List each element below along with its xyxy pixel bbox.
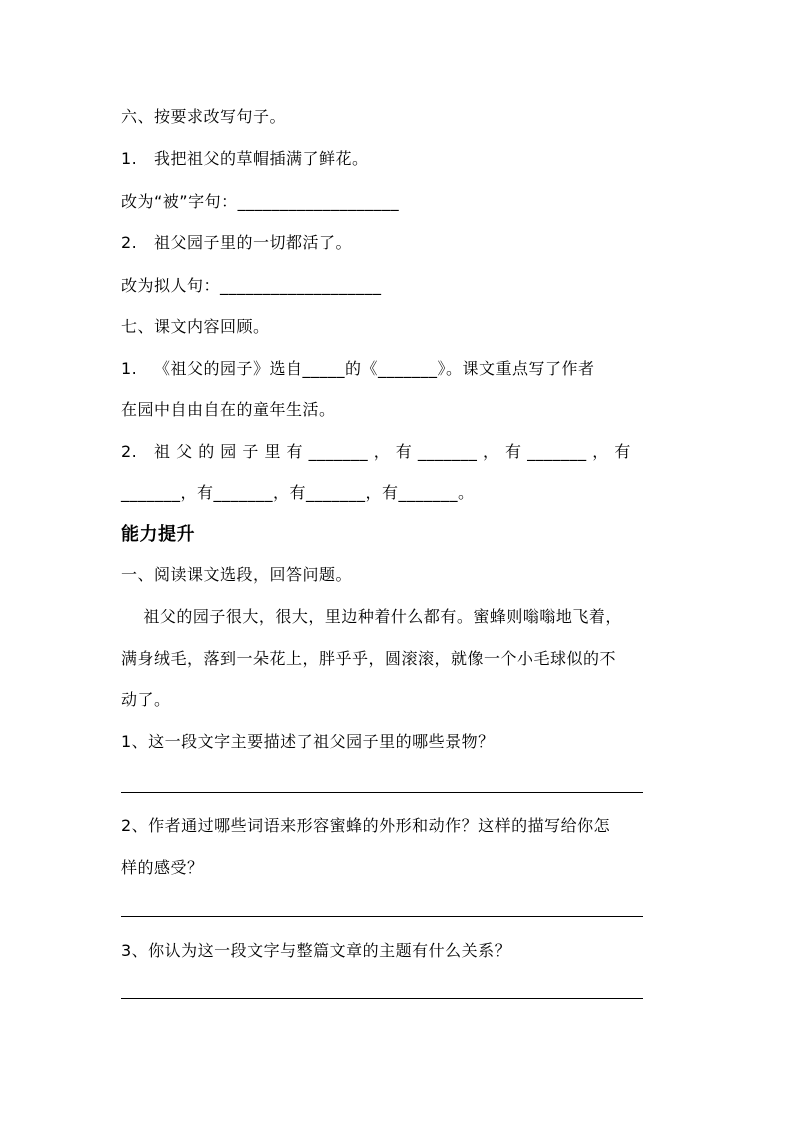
- section6-question-2: 2. 祖父园子里的一切都活了。: [121, 233, 353, 252]
- section7-question-1-line-1: 1. 《祖父的园子》选自_____的《_______》。课文重点写了作者: [121, 359, 595, 378]
- ability-heading: 能力提升: [121, 524, 195, 545]
- section6-title: 六、按要求改写句子。: [121, 107, 287, 126]
- passage-line-2: 满身绒毛，落到一朵花上，胖乎乎，圆滚滚，就像一个小毛球似的不: [121, 649, 617, 668]
- section7-question-2-line-2: _______，有_______，有_______，有_______。: [121, 483, 475, 502]
- reading-question-2-line-2: 样的感受？: [121, 858, 204, 877]
- passage-line-1: 祖父的园子很大，很大，里边种着什么都有。蜜蜂则嗡嗡地飞着，: [121, 607, 622, 626]
- section7-question-1-line-2: 在园中自由自在的童年生活。: [121, 400, 336, 419]
- answer-line-3[interactable]: [121, 998, 643, 999]
- section6-question-1: 1. 我把祖父的草帽插满了鲜花。: [121, 149, 369, 168]
- section6-question-1-instruction: 改为“被”字句：___________________: [121, 192, 400, 211]
- reading-question-1: 1、这一段文字主要描述了祖父园子里的哪些景物？: [121, 732, 495, 751]
- reading-part-title: 一、阅读课文选段，回答问题。: [121, 565, 353, 584]
- reading-question-2-line-1: 2、作者通过哪些词语来形容蜜蜂的外形和动作？这样的描写给你怎: [121, 816, 611, 835]
- section7-question-2-line-1: 2. 祖 父 的 园 子 里 有 _______ ， 有 _______ ， 有 _______ ， 有: [121, 442, 631, 461]
- section6-question-2-instruction: 改为拟人句：___________________: [121, 276, 382, 295]
- section7-title: 七、课文内容回顾。: [121, 317, 270, 336]
- answer-line-2[interactable]: [121, 916, 643, 917]
- reading-question-3: 3、你认为这一段文字与整篇文章的主题有什么关系？: [121, 941, 512, 960]
- passage-line-3: 动了。: [121, 690, 171, 709]
- answer-line-1[interactable]: [121, 792, 643, 793]
